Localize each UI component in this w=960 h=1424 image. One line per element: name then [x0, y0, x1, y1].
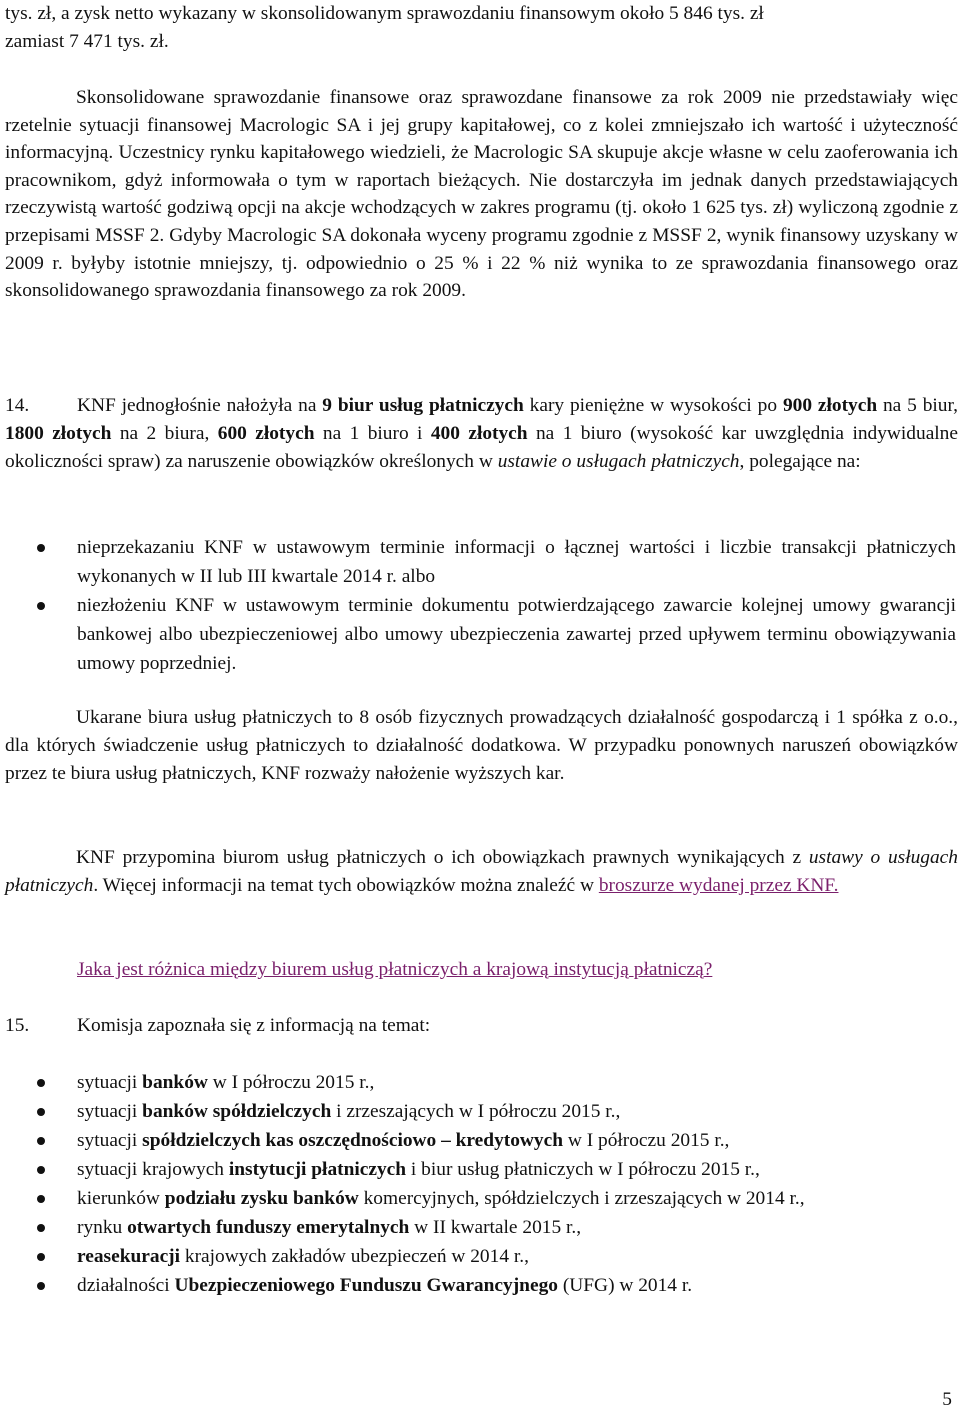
s14-text-4: na 2 biura, [111, 423, 218, 444]
bullet-icon [37, 1195, 45, 1203]
brochure-link[interactable]: broszurze wydanej przez KNF. [598, 875, 839, 896]
list-item-text: krajowych zakładów ubezpieczeń w 2014 r., [180, 1246, 529, 1267]
list-item [0, 591, 958, 678]
list-item-text: komercyjnych, spółdzielczych i zrzeszających w 2014 r., [358, 1188, 805, 1209]
list-item-bold: banków [142, 1072, 208, 1093]
list-item-text: w I półroczu 2015 r., [563, 1130, 730, 1151]
list-item-text: i zrzeszających w I półroczu 2015 r., [331, 1101, 621, 1122]
bullet-icon [37, 602, 45, 610]
page-number: 5 [942, 1389, 952, 1410]
s14-bold-2: 900 złotych [782, 395, 878, 416]
list-item-bold: Ubezpieczeniowego Funduszu Gwarancyjnego [174, 1275, 558, 1296]
list-item-text: w I półroczu 2015 r., [207, 1072, 375, 1093]
s14-italic-act: ustawie o usługach płatniczych [497, 451, 740, 472]
reminder-text-1: KNF przypomina biurom usług płatniczych o ich obowiązkach prawnych wynikających z [76, 847, 809, 868]
list-item-text: niezłożeniu KNF w ustawowym terminie dokumentu potwierdzającego zawarcie kolejnej umowy gwarancji bankowej albo ubezpieczeniowej albo umowy ubezpieczenia zawartej przed upływem terminu obowiązywania umowy poprzedniej. [77, 595, 956, 674]
question-paragraph [77, 956, 957, 984]
list-item-text: sytuacji [77, 1130, 143, 1151]
list-item [0, 1271, 958, 1300]
list-item-text: kierunków [77, 1188, 165, 1209]
list-item-text: nieprzekazaniu KNF w ustawowym terminie informacji o łącznej wartości i liczbie transakcji płatniczych wykonanych w II lub III kwartale 2014 r. albo [77, 537, 956, 587]
bullet-icon [37, 1079, 45, 1087]
s14-bold-4: 600 złotych [217, 423, 315, 444]
section-14-paragraph [5, 392, 958, 476]
list-item [0, 1097, 958, 1126]
s14-text-1: KNF jednogłośnie nałożyła na [77, 395, 323, 416]
s14-text-5: na 1 biuro i [314, 423, 431, 444]
list-item-text: w II kwartale 2015 r., [409, 1217, 582, 1238]
bullet-icon [37, 1166, 45, 1174]
list-item-text: (UFG) w 2014 r. [557, 1275, 693, 1296]
paragraph-consolidated: Skonsolidowane sprawozdanie finansowe oraz sprawozdane finansowe za rok 2009 nie przedstawiały więc rzetelnie sytuacji finansowej Macrologic SA i jej grupy kapitałowej, co z kolei zmniejszało ich wartość i użyteczność informacyjną. Uczestnicy rynku kapitałowego wiedzieli, że Macrologic SA skupuje akcje własne w celu zaoferowania ich pracownikom, gdyż informowała o tym w raportach bieżących. Nie dostarczyła im jednak danych przedstawiających rzeczywistą wartość godziwą opcji na akcje wchodzących w zakres programu (tj. około 1 625 tys. zł) wyliczoną zgodnie z przepisami MSSF 2. Gdyby Macrologic SA dokonała wyceny programu zgodnie z MSSF 2, wynik finansowy uzyskany w 2009 r. byłyby istotnie mniejszy, tj. odpowiednio o 25 % i 22 % niż wynika to ze sprawozdania finansowego oraz skonsolidowanego sprawozdania finansowego za rok 2009. [5, 87, 958, 302]
s14-bold-1: 9 biur usług płatniczych [322, 395, 524, 416]
top-fragment-line1: tys. zł, a zysk netto wykazany w skonsolidowanym sprawozdaniu finansowym około 5 846 tys. zł [5, 3, 764, 24]
section-15-bullet-list [0, 1068, 958, 1300]
bullet-icon [37, 544, 45, 552]
s14-bold-3: 1800 złotych [5, 423, 112, 444]
list-item-bold: reasekuracji [77, 1246, 181, 1267]
section-14-bullet-list [0, 533, 958, 678]
s14-text-6: na 1 biuro (wysokość kar uwzględnia indywidualne okoliczności spraw) za naruszenie obowiązków określonych w [5, 423, 958, 472]
reminder-italic-act: ustawy o usługach płatniczych [5, 847, 958, 896]
list-item-text: i biur usług płatniczych w I półroczu 2015 r., [406, 1159, 760, 1180]
section-15-number: 15. [5, 1015, 30, 1036]
list-item-bold: podziału zysku banków [164, 1188, 359, 1209]
list-item-text: rynku [77, 1217, 128, 1238]
list-item-text: sytuacji [77, 1101, 143, 1122]
bullet-icon [37, 1224, 45, 1232]
list-item-text: działalności [77, 1275, 175, 1296]
s14-bold-5: 400 złotych [430, 423, 528, 444]
list-item-bold: spółdzielczych kas oszczędnościowo – kredytowych [142, 1130, 563, 1151]
list-item-text: sytuacji krajowych [77, 1159, 229, 1180]
list-item-text: sytuacji [77, 1072, 143, 1093]
paragraph-punished-offices: Ukarane biura usług płatniczych to 8 osób fizycznych prowadzących działalność gospodarczą i 1 spółka z o.o., dla których świadczenie usług płatniczych to działalność dodatkowa. W przypadku ponownych naruszeń obowiązków przez te biura usług płatniczych, KNF rozważy nałożenie wyższych kar. [5, 707, 958, 784]
bullet-icon [37, 1108, 45, 1116]
s14-text-3: na 5 biur, [877, 395, 958, 416]
list-item [0, 533, 958, 591]
difference-question-link[interactable]: Jaka jest różnica między biurem usług płatniczych a krajową instytucją płatniczą? [77, 959, 713, 980]
list-item [0, 1155, 958, 1184]
list-item-bold: otwartych funduszy emerytalnych [127, 1217, 410, 1238]
list-item [0, 1242, 958, 1271]
section-15-intro: Komisja zapoznała się z informacją na temat: [77, 1015, 431, 1036]
s14-text-2: kary pieniężne w wysokości po [523, 395, 783, 416]
top-fragment [5, 0, 958, 56]
list-item [0, 1068, 958, 1097]
s14-text-7: , polegające na: [739, 451, 861, 472]
list-item-bold: instytucji płatniczych [228, 1159, 407, 1180]
list-item [0, 1213, 958, 1242]
reminder-text-2: . Więcej informacji na temat tych obowiązków można znaleźć w [93, 875, 599, 896]
top-fragment-line2: zamiast 7 471 tys. zł. [5, 31, 169, 52]
bullet-icon [37, 1282, 45, 1290]
paragraph-reminder [5, 844, 958, 900]
list-item-bold: banków spółdzielczych [142, 1101, 332, 1122]
bullet-icon [37, 1137, 45, 1145]
list-item [0, 1184, 958, 1213]
bullet-icon [37, 1253, 45, 1261]
section-14-number: 14. [5, 395, 30, 416]
list-item [0, 1126, 958, 1155]
